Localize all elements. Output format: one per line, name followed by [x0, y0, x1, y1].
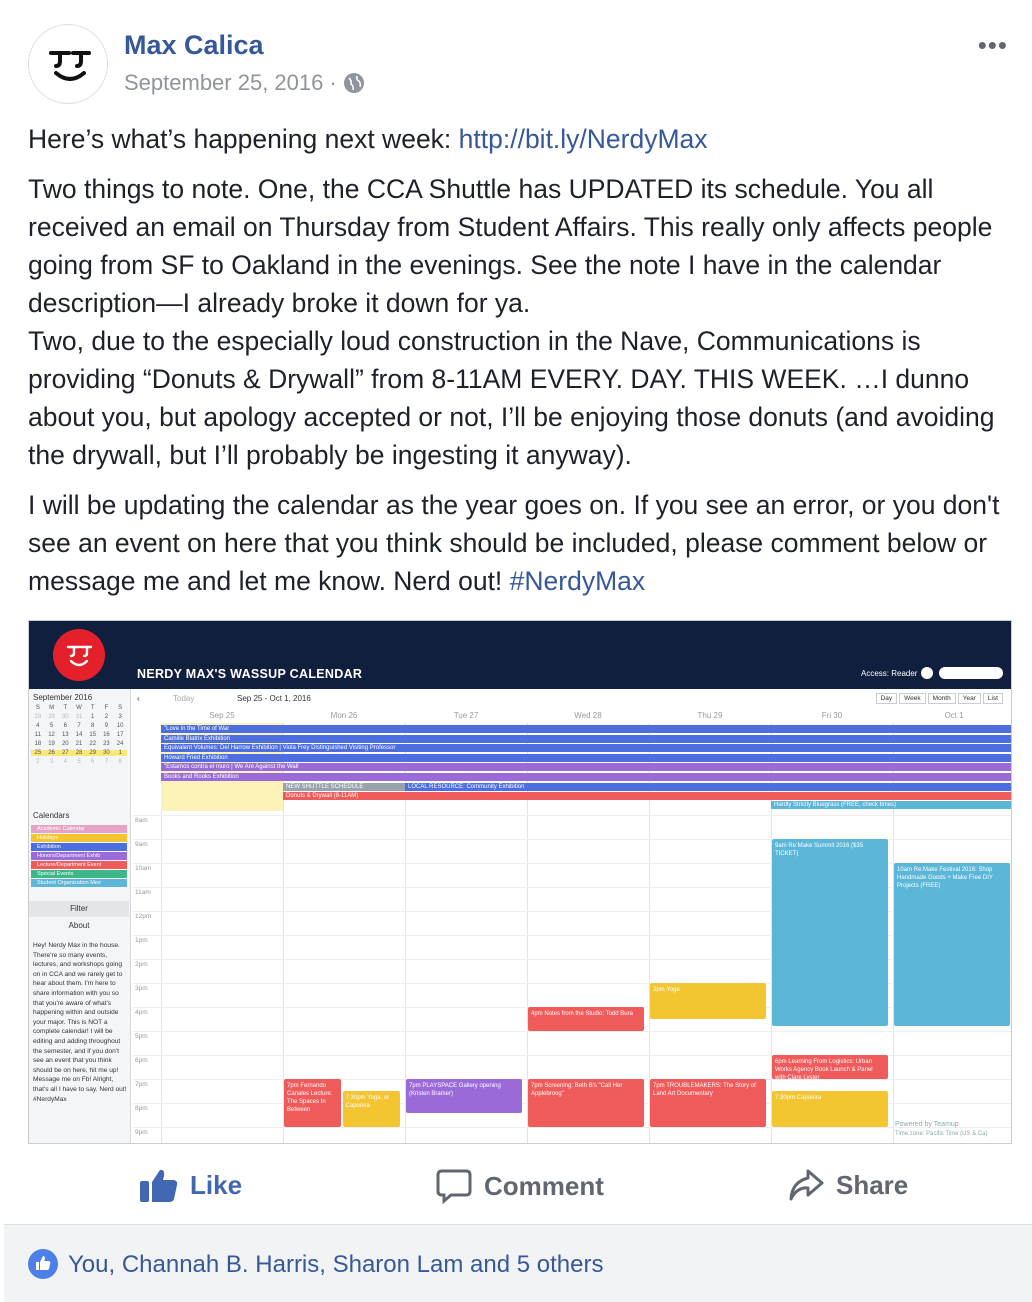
mini-weekday: W	[76, 705, 82, 711]
mini-day[interactable]: 3	[49, 759, 54, 765]
calendar-access: Access: Reader	[861, 669, 918, 678]
calendar-list-item[interactable]: Exhibition	[31, 843, 127, 851]
calendar-search-input[interactable]	[939, 667, 1003, 679]
calendar-logo-icon	[53, 629, 105, 681]
post-meta	[124, 70, 365, 96]
author-name[interactable]: Max Calica	[124, 30, 264, 60]
allday-event[interactable]: Camille Blatrix Exhibition	[161, 735, 1011, 743]
view-option[interactable]: Day	[876, 693, 898, 704]
timed-event[interactable]: 9am Re:Make Summit 2016 ($35 TICKET)	[772, 839, 888, 1026]
share-icon	[788, 1168, 824, 1202]
timed-event[interactable]: 4pm Notes from the Studio: Todd Bura	[528, 1007, 644, 1031]
mini-day[interactable]: 30	[100, 750, 114, 756]
hour-label: 10am	[135, 865, 152, 872]
mini-day[interactable]: 5	[77, 759, 81, 765]
calendars-heading: Calendars	[33, 811, 70, 820]
mini-day[interactable]: 6	[63, 723, 67, 729]
about-text: Hey! Nerdy Max in the house. There're so many events, lectures, and workshops going on in CCA and we rarely get to hear about them. I'm here to share information with you so that you're aware of what's happening within and outside your major. This is NOT a complete calendar! I will be editing and adding throughout the semester, and if you don't see an event that you think should be on here, hit me up! Message me on Fb! Alright, that's all I have to say. Nerd out! #NerdyMax	[33, 942, 127, 1103]
day-header: Fri 30	[821, 711, 843, 720]
mini-day[interactable]: 24	[116, 741, 124, 747]
calendar-list-item[interactable]: Honors/Department Exhib	[31, 852, 127, 860]
day-header: Sep 25	[209, 711, 235, 720]
view-switcher	[876, 693, 1003, 704]
day-header: Thu 29	[697, 711, 723, 720]
hashtag-link[interactable]: #NerdyMax	[509, 566, 646, 596]
timed-event[interactable]: 3pm Yoga	[650, 983, 766, 1019]
donuts-event[interactable]: Donuts & Drywall (8-11AM)	[283, 792, 1012, 800]
post-link[interactable]: http://bit.ly/NerdyMax	[458, 124, 708, 154]
mini-day[interactable]: 4	[63, 759, 67, 765]
share-label: Share	[836, 1169, 909, 1200]
calendar-list-item[interactable]: Special Events	[31, 870, 127, 878]
share-button[interactable]	[788, 1168, 908, 1202]
info-icon[interactable]	[921, 667, 933, 679]
timed-event[interactable]: 7:30pm Yoga, or Capoeira	[343, 1091, 400, 1127]
allday-event[interactable]: "Estamos contra el muro | We Are Against the Wall	[161, 763, 1011, 771]
mini-weekday: T	[90, 705, 95, 711]
mini-day[interactable]: 27	[58, 750, 72, 756]
post-paragraph-2	[28, 170, 1008, 322]
hardly-strictly-event[interactable]: Hardly Strictly Bluegrass (FREE, check times)	[771, 801, 1012, 809]
day-header: Wed 28	[574, 711, 602, 720]
week-grid	[133, 711, 1011, 1143]
mini-day[interactable]: 6	[91, 759, 95, 765]
allday-event[interactable]: Equivalent Volumes: Del Harrow Exhibition | Viola Frey Distinguished Visiting Professor	[161, 744, 1011, 752]
post-paragraph-4	[28, 486, 1008, 600]
timed-event[interactable]: 7pm TROUBLEMAKERS: The Story of Land Art Documentary	[650, 1079, 766, 1127]
hour-label: 9pm	[135, 1129, 148, 1136]
mini-day[interactable]: 20	[61, 741, 69, 747]
about-heading: About	[68, 921, 90, 930]
mini-day[interactable]: 28	[34, 714, 42, 720]
reactions-bar	[4, 1224, 1032, 1302]
mini-day[interactable]: 2	[104, 714, 109, 720]
post-paragraph-3	[28, 322, 1008, 474]
timed-event[interactable]: 10am Re:Make Festival 2016: Shop Handmade Goods + Make Free DIY Projects (FREE)	[894, 863, 1010, 1026]
post-paragraph-1	[28, 120, 1008, 158]
mini-day[interactable]: 11	[34, 732, 41, 738]
mini-day[interactable]: 8	[91, 723, 95, 729]
timezone-label: Time zone: Pacific Time (US & Ca)	[895, 1131, 988, 1137]
mini-day[interactable]: 12	[48, 732, 55, 738]
mini-day[interactable]: 10	[116, 723, 124, 729]
mini-day[interactable]: 5	[49, 723, 54, 729]
hour-label: 8pm	[135, 1105, 148, 1112]
mini-day[interactable]: 18	[34, 741, 42, 747]
like-label: Like	[190, 1169, 243, 1200]
timed-event[interactable]: 7pm Fernando Canales Lecture: The Spaces In Between	[284, 1079, 341, 1127]
post-body	[28, 120, 1008, 612]
mini-weekday: S	[35, 705, 40, 711]
prev-icon[interactable]: ‹	[137, 694, 140, 703]
view-option[interactable]: Month	[928, 693, 956, 704]
paragraph-1-text: Here’s what’s happening next week:	[28, 124, 459, 154]
calendar-topbar	[29, 621, 1012, 689]
mini-day[interactable]: 13	[61, 732, 69, 738]
mini-day[interactable]: 8	[118, 759, 122, 765]
post-actions	[0, 1150, 1032, 1220]
mini-calendar-month: September 2016	[33, 693, 93, 702]
calendar-list	[31, 825, 127, 888]
mini-weekday: M	[49, 705, 55, 711]
calendar-list-item[interactable]: Student Organization Mee	[31, 879, 127, 887]
calendar-title: NERDY MAX'S WASSUP CALENDAR	[137, 667, 363, 681]
mini-day[interactable]: 29	[48, 714, 55, 720]
nerdy-max-logo-icon	[29, 25, 109, 105]
meta-separator: ·	[329, 70, 337, 95]
mini-day[interactable]: 16	[103, 732, 110, 738]
allday-event[interactable]: Books and Rooks Exhibition	[161, 773, 1011, 781]
hour-label: 11am	[135, 889, 151, 896]
calendar-image[interactable]	[28, 620, 1012, 1144]
mini-day[interactable]: 25	[31, 750, 45, 756]
allday-event[interactable]: "Love in the Time of War	[161, 725, 1011, 733]
mini-day[interactable]: 21	[75, 741, 83, 747]
mini-day[interactable]: 2	[36, 759, 40, 765]
hour-label: 8am	[135, 817, 148, 824]
calendar-list-item[interactable]: Holidays	[31, 834, 127, 842]
mini-weekday: F	[104, 705, 109, 711]
more-options-icon[interactable]: •••	[977, 30, 1008, 60]
calendar-list-item[interactable]: Academic Calendar	[31, 825, 127, 833]
mini-day[interactable]: 30	[61, 714, 69, 720]
hour-line	[133, 1031, 1011, 1032]
view-option[interactable]: Week	[899, 693, 926, 704]
hour-label: 7pm	[135, 1081, 148, 1088]
mini-day[interactable]: 23	[103, 741, 110, 747]
mini-day[interactable]: 15	[89, 732, 97, 738]
mini-day[interactable]: 31	[75, 714, 83, 720]
hour-line	[133, 815, 1011, 816]
mini-day[interactable]: 26	[45, 750, 59, 756]
local-resource-event[interactable]: LOCAL RESOURCE: Community Exhibition	[405, 783, 1012, 791]
paragraph-3-text: Two, due to the especially loud construction in the Nave, Communications is providing “Donuts & Drywall” from 8-11AM EVERY. DAY. THIS WEEK. …I dunno about you, but apology accepted or not, I’ll be enjoying those donuts (and avoiding the drywall, but I’ll probably be ingesting it anyway).	[28, 326, 995, 470]
mini-day[interactable]: 19	[48, 741, 55, 747]
paragraph-2-text: Two things to note. One, the CCA Shuttle has UPDATED its schedule. You all received an email on Thursday from Student Affairs. This really only affects people going from SF to Oakland in the evenings. See the note I have in the calendar description—I already broke it down for ya.	[28, 174, 993, 318]
mini-day[interactable]: 3	[118, 714, 122, 720]
comment-button[interactable]	[436, 1168, 604, 1204]
today-button[interactable]: Today	[173, 694, 195, 703]
author-avatar[interactable]	[28, 24, 108, 104]
powered-by-label: Powered by Teamup	[895, 1121, 959, 1128]
timed-event[interactable]: 7pm Screening: Beth B's "Call Her Applebroog"	[528, 1079, 644, 1127]
hour-label: 9am	[135, 841, 148, 848]
mini-day[interactable]: 17	[116, 732, 124, 738]
hour-label: 6pm	[135, 1057, 148, 1064]
timed-event[interactable]: 6pm Learning From Logistics: Urban Works Agency Book Launch & Panel with Clare Lyster	[772, 1055, 888, 1079]
mini-day[interactable]: 9	[104, 723, 109, 729]
like-reaction-icon	[28, 1249, 58, 1279]
mini-day[interactable]: 22	[89, 741, 97, 747]
filter-toggle[interactable]: Filter	[29, 901, 129, 917]
shuttle-event[interactable]: NEW SHUTTLE SCHEDULE	[283, 783, 405, 791]
timed-event[interactable]: 7pm PLAYSPACE Gallery opening (Kristen Bramer)	[406, 1079, 522, 1113]
mini-weekday: S	[118, 705, 123, 711]
mini-day[interactable]: 1	[113, 750, 127, 756]
post-header	[28, 24, 1008, 104]
mini-weekday: T	[63, 705, 68, 711]
paragraph-4-text: I will be updating the calendar as the year goes on. If you see an error, or you don't see an event on here that you think should be included, please comment below or message me and let me know. Nerd out!	[28, 490, 1000, 596]
globe-icon	[343, 72, 365, 94]
mini-day[interactable]: 7	[77, 723, 81, 729]
calendar-sidebar	[29, 689, 131, 1144]
post-date[interactable]: September 25, 2016	[124, 70, 324, 95]
mini-day[interactable]: 7	[104, 759, 109, 765]
hour-label: 3pm	[135, 985, 148, 992]
like-button[interactable]	[140, 1168, 242, 1202]
reactions-summary[interactable]: You, Channah B. Harris, Sharon Lam and 5 others	[68, 1251, 604, 1278]
day-header: Mon 26	[330, 711, 358, 720]
hour-label: 1pm	[135, 937, 148, 944]
mini-day[interactable]: 1	[91, 714, 95, 720]
hour-label: 5pm	[135, 1033, 148, 1040]
hour-label: 12pm	[135, 913, 152, 920]
mini-calendar-grid	[31, 705, 127, 765]
mini-day[interactable]: 29	[86, 750, 100, 756]
allday-event[interactable]: Howard Fried Exhibition	[161, 754, 1011, 762]
mini-day[interactable]: 4	[36, 723, 40, 729]
mini-day[interactable]: 28	[72, 750, 86, 756]
comment-label: Comment	[484, 1170, 604, 1201]
thumbs-up-icon	[140, 1168, 178, 1202]
calendar-toolbar	[133, 691, 1011, 709]
calendar-list-item[interactable]: Lecture/Department Event	[31, 861, 127, 869]
date-range: Sep 25 - Oct 1, 2016	[237, 694, 311, 703]
day-header: Oct 1	[944, 711, 964, 720]
mini-day[interactable]: 14	[75, 732, 83, 738]
comment-icon	[436, 1168, 472, 1204]
view-option[interactable]: Year	[958, 693, 981, 704]
view-option[interactable]: List	[983, 693, 1003, 704]
day-header: Tue 27	[453, 711, 479, 720]
hour-label: 4pm	[135, 1009, 148, 1016]
hour-label: 2pm	[135, 961, 148, 968]
hour-line	[133, 1127, 1011, 1128]
timed-event[interactable]: 7:30pm Capoeira	[772, 1091, 888, 1127]
